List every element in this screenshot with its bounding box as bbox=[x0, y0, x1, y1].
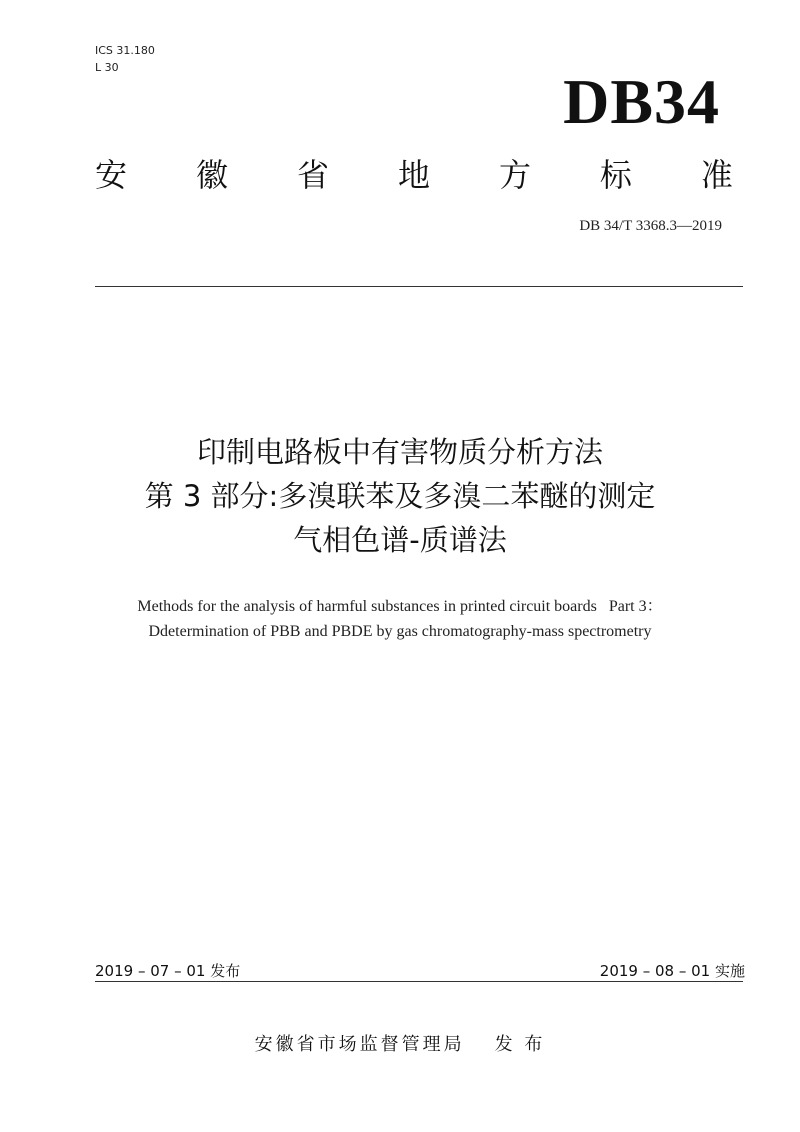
title-line-3: 气相色谱-质谱法 bbox=[293, 523, 507, 557]
publisher-action: 发 布 bbox=[494, 1034, 546, 1055]
ccs-code: L 30 bbox=[95, 61, 119, 74]
chinese-title bbox=[0, 430, 800, 562]
english-title-line-1: Methods for the analysis of harmful substances in printed circuit boards Part 3： bbox=[137, 598, 663, 615]
issue-date: 2019 – 07 – 01 发布 bbox=[95, 962, 241, 980]
heading-char: 地 bbox=[397, 156, 430, 194]
standard-type-heading bbox=[95, 155, 733, 195]
heading-char: 方 bbox=[498, 156, 531, 194]
heading-char: 安 bbox=[95, 156, 128, 194]
publisher bbox=[0, 1030, 800, 1056]
top-divider bbox=[95, 286, 743, 287]
title-line-2: 第 3 部分:多溴联苯及多溴二苯醚的测定 bbox=[144, 479, 656, 513]
heading-char: 省 bbox=[296, 156, 329, 194]
classification-codes bbox=[95, 42, 155, 76]
bottom-divider bbox=[95, 981, 743, 982]
publisher-name: 安徽省市场监督管理局 bbox=[254, 1034, 465, 1055]
heading-char: 徽 bbox=[195, 156, 228, 194]
english-title-line-2: Ddetermination of PBB and PBDE by gas chromatography-mass spectrometry bbox=[148, 623, 652, 640]
title-line-1: 印制电路板中有害物质分析方法 bbox=[196, 435, 603, 469]
heading-char: 标 bbox=[599, 156, 632, 194]
db34-logo: DB34 bbox=[563, 66, 720, 137]
ics-code: ICS 31.180 bbox=[95, 44, 155, 57]
english-title bbox=[0, 594, 800, 644]
standard-number: DB 34/T 3368.3—2019 bbox=[579, 218, 722, 234]
heading-char: 准 bbox=[700, 156, 733, 194]
implementation-date: 2019 – 08 – 01 实施 bbox=[599, 962, 745, 980]
